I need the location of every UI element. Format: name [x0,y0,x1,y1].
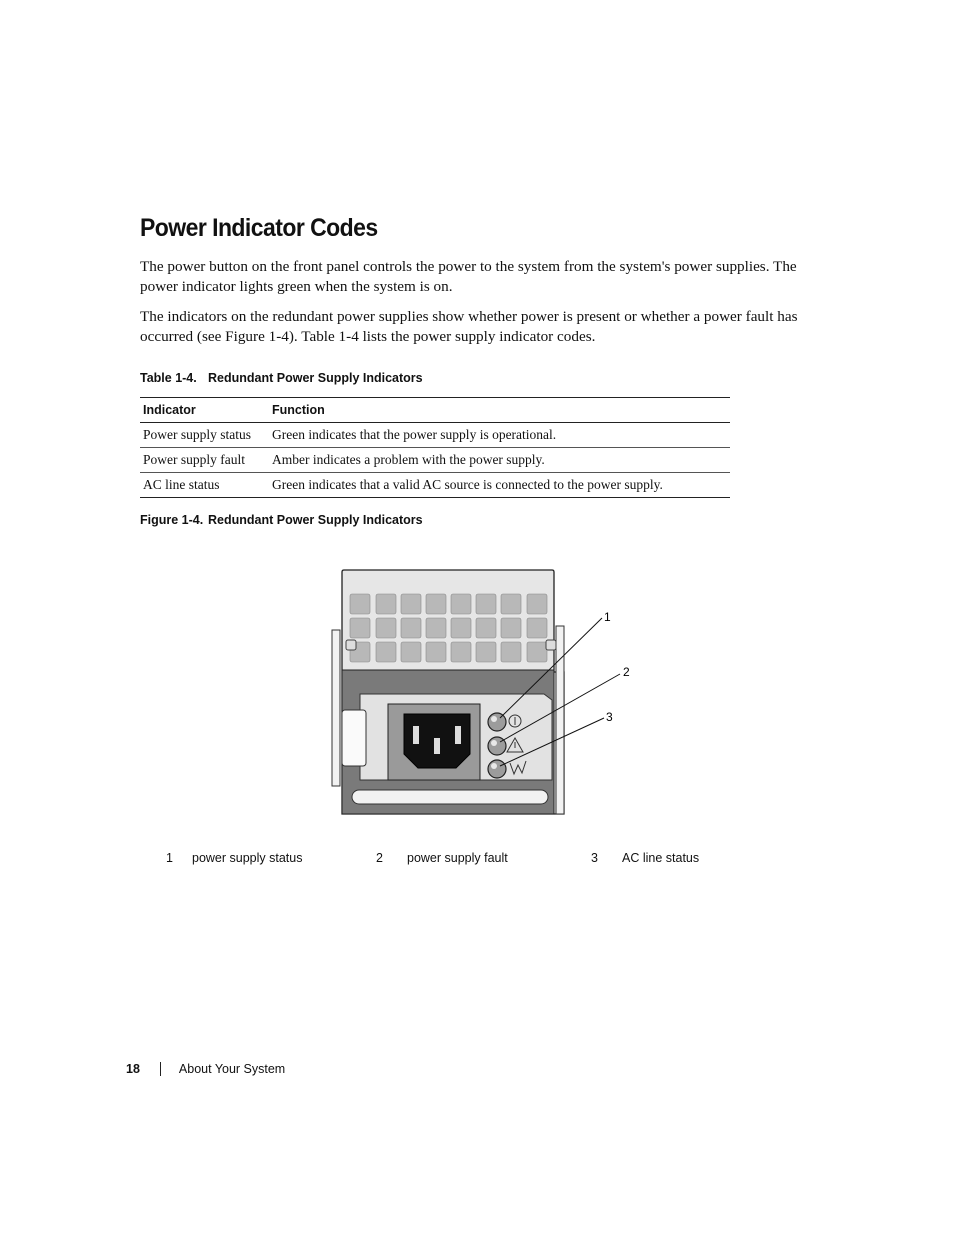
power-supply-illustration [320,560,640,830]
ac-inlet-icon [388,704,480,780]
legend-item [166,851,302,865]
column-header-indicator: Indicator [140,398,269,423]
callout-3: 3 [606,710,613,724]
legend-label: power supply fault [407,851,508,865]
function-cell: Amber indicates a problem with the power supply. [269,448,730,473]
table-row [140,448,730,473]
function-cell: Green indicates that a valid AC source is connected to the power supply. [269,473,730,498]
legend-number: 1 [166,851,173,865]
figure-caption [140,513,423,527]
indicator-cell: AC line status [140,473,269,498]
status-led-icons [488,713,506,778]
table-header-row [140,398,730,423]
callout-2: 2 [623,665,630,679]
intro-paragraph: The power button on the front panel controls the power to the system from the system's power supplies. The power indicator lights green when the system is on. [140,258,797,295]
indicators-paragraph: The indicators on the redundant power supplies show whether power is present or whether a power fault has occurred (see Figure 1-4). Table 1-4 lists the power supply indicator codes. [140,308,798,345]
power-supply-figure [320,560,640,835]
legend-item [591,851,699,865]
legend-number: 3 [591,851,598,865]
page-footer [126,1062,285,1076]
legend-item [376,851,508,865]
indicator-cell: Power supply status [140,423,269,448]
indicator-cell: Power supply fault [140,448,269,473]
page-number: 18 [126,1062,140,1076]
table-row [140,473,730,498]
column-header-function: Function [269,398,730,423]
figure-caption-number: Figure 1-4. [140,513,204,527]
footer-divider [160,1062,161,1076]
legend-number: 2 [376,851,383,865]
figure-caption-title: Redundant Power Supply Indicators [208,513,423,527]
table-row [140,423,730,448]
legend-label: power supply status [192,851,303,865]
table-caption [140,371,423,385]
function-cell: Green indicates that the power supply is operational. [269,423,730,448]
legend-label: AC line status [622,851,700,865]
indicator-table [140,397,730,498]
callout-1: 1 [604,610,611,624]
table-caption-number: Table 1-4. [140,371,197,385]
table-caption-title: Redundant Power Supply Indicators [208,371,423,385]
footer-section: About Your System [178,1062,286,1076]
page-heading: Power Indicator Codes [140,214,378,242]
